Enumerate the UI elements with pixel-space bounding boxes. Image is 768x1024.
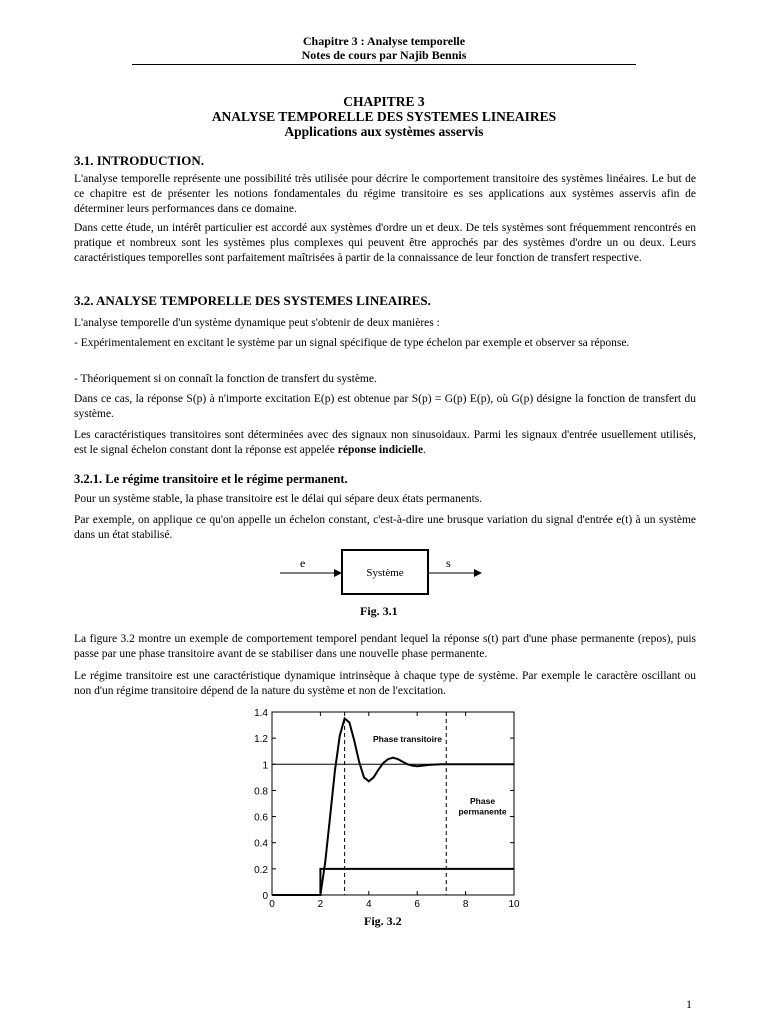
x-tick-label: 0: [269, 899, 275, 910]
running-header-author: Notes de cours par Najib Bennis: [301, 48, 467, 62]
input-arrow-head: [334, 569, 342, 577]
annotation-transient-phase: Phase transitoire: [373, 734, 443, 745]
section-heading-3-2: 3.2. ANALYSE TEMPORELLE DES SYSTEMES LINEAIRES.: [74, 293, 431, 308]
chapter-subtitle: Applications aux systèmes asservis: [284, 124, 484, 139]
y-tick-label: 1.4: [254, 708, 268, 719]
paragraph: Dans cette étude, un intérêt particulier est accordé aux systèmes d'ordre un et deux. De tels systèmes sont fréquemment rencontrés en pratique et nombreux sont les systèmes plus complexes qui peuvent être approchés par des systèmes d'ordre un ou deux. Leurs caractéristiques temporelles sont parfaitement maîtrisées à partir de la connaissance de leur fonction de transfert respective.: [74, 222, 696, 264]
section-heading-3-1: 3.1. INTRODUCTION.: [74, 153, 205, 168]
paragraph-text: .: [423, 444, 426, 456]
output-arrow-head: [474, 569, 482, 577]
paragraph-text: Les caractéristiques transitoires sont déterminées avec des signaux non sinusoidaux. Parmi les signaux d'entrée usuellement utilisés, est le signal échelon constant dont la réponse est appelée: [74, 429, 696, 456]
running-header-title: Chapitre 3 : Analyse temporelle: [302, 34, 466, 48]
y-tick-label: 0: [262, 891, 268, 902]
chapter-number: CHAPITRE 3: [343, 94, 425, 109]
x-tick-label: 4: [366, 899, 372, 910]
paragraph: Par exemple, on applique ce qu'on appelle un échelon constant, c'est-à-dire une brusque variation du signal d'entrée e(t) à un système dans un état stabilisé.: [74, 514, 696, 541]
x-tick-label: 10: [508, 899, 520, 910]
paragraph: Le régime transitoire est une caractéristique dynamique intrinsèque à chaque type de système. Par exemple le caractère oscillant ou non d'un régime transitoire dépend de la nature du système et non de l'excitation.: [74, 670, 696, 697]
page-number: 1: [686, 997, 692, 1011]
paragraph: L'analyse temporelle d'un système dynamique peut s'obtenir de deux manières :: [74, 317, 440, 329]
y-tick-label: 1: [262, 760, 268, 772]
y-tick-label: 0.8: [254, 786, 268, 798]
y-tick-label: 0.6: [254, 812, 268, 824]
paragraph: [74, 428, 696, 458]
paragraph: L'analyse temporelle représente une possibilité très utilisée pour décrire le comportement transitoire des systèmes linéaires. Le but de ce chapitre est de présenter les notions fondamentales du régime transitoire es ses applications aux systèmes asservis afin de déterminer leurs performances dans ce domaine.: [74, 173, 696, 215]
emphasis-term: réponse indicielle: [337, 444, 424, 456]
system-block-label: Système: [366, 567, 404, 579]
x-tick-label: 6: [414, 899, 420, 910]
paragraph: - Théoriquement si on connaît la fonction de transfert du système.: [74, 373, 377, 385]
paragraph: Pour un système stable, la phase transitoire est le délai qui sépare deux états permanents.: [74, 493, 483, 505]
input-label: e: [300, 556, 306, 570]
y-tick-label: 0.2: [254, 864, 268, 876]
paragraph: - Expérimentalement en excitant le système par un signal spécifique de type échelon par exemple et observer sa réponse.: [74, 337, 630, 349]
figure-caption: Fig. 3.1: [360, 604, 398, 618]
output-label: s: [446, 556, 451, 570]
section-heading-3-2-1: 3.2.1. Le régime transitoire et le régime permanent.: [74, 472, 348, 486]
paragraph: La figure 3.2 montre un exemple de comportement temporel pendant lequel la réponse s(t) part d'une phase permanente (repos), puis passe par une phase transitoire avant de se stabiliser dans une nouvelle phase permanente.: [74, 633, 696, 660]
annotation-phase: Phase: [470, 795, 496, 806]
figure-caption: Fig. 3.2: [364, 914, 402, 928]
x-tick-label: 8: [462, 899, 469, 910]
paragraph: Dans ce cas, la réponse S(p) à n'importe excitation E(p) est obtenue par S(p) = G(p) E(p), où G(p) désigne la fonction de transfert du système.: [74, 393, 696, 420]
annotation-permanent: permanente: [458, 806, 507, 817]
y-tick-label: 1.2: [254, 734, 268, 746]
chapter-title: ANALYSE TEMPORELLE DES SYSTEMES LINEAIRES: [211, 109, 557, 124]
step-response-chart: [240, 702, 530, 914]
x-tick-label: 2: [317, 899, 324, 910]
y-tick-label: 0.4: [254, 838, 268, 850]
header-rule: [132, 64, 636, 65]
block-diagram-figure: [278, 548, 490, 596]
